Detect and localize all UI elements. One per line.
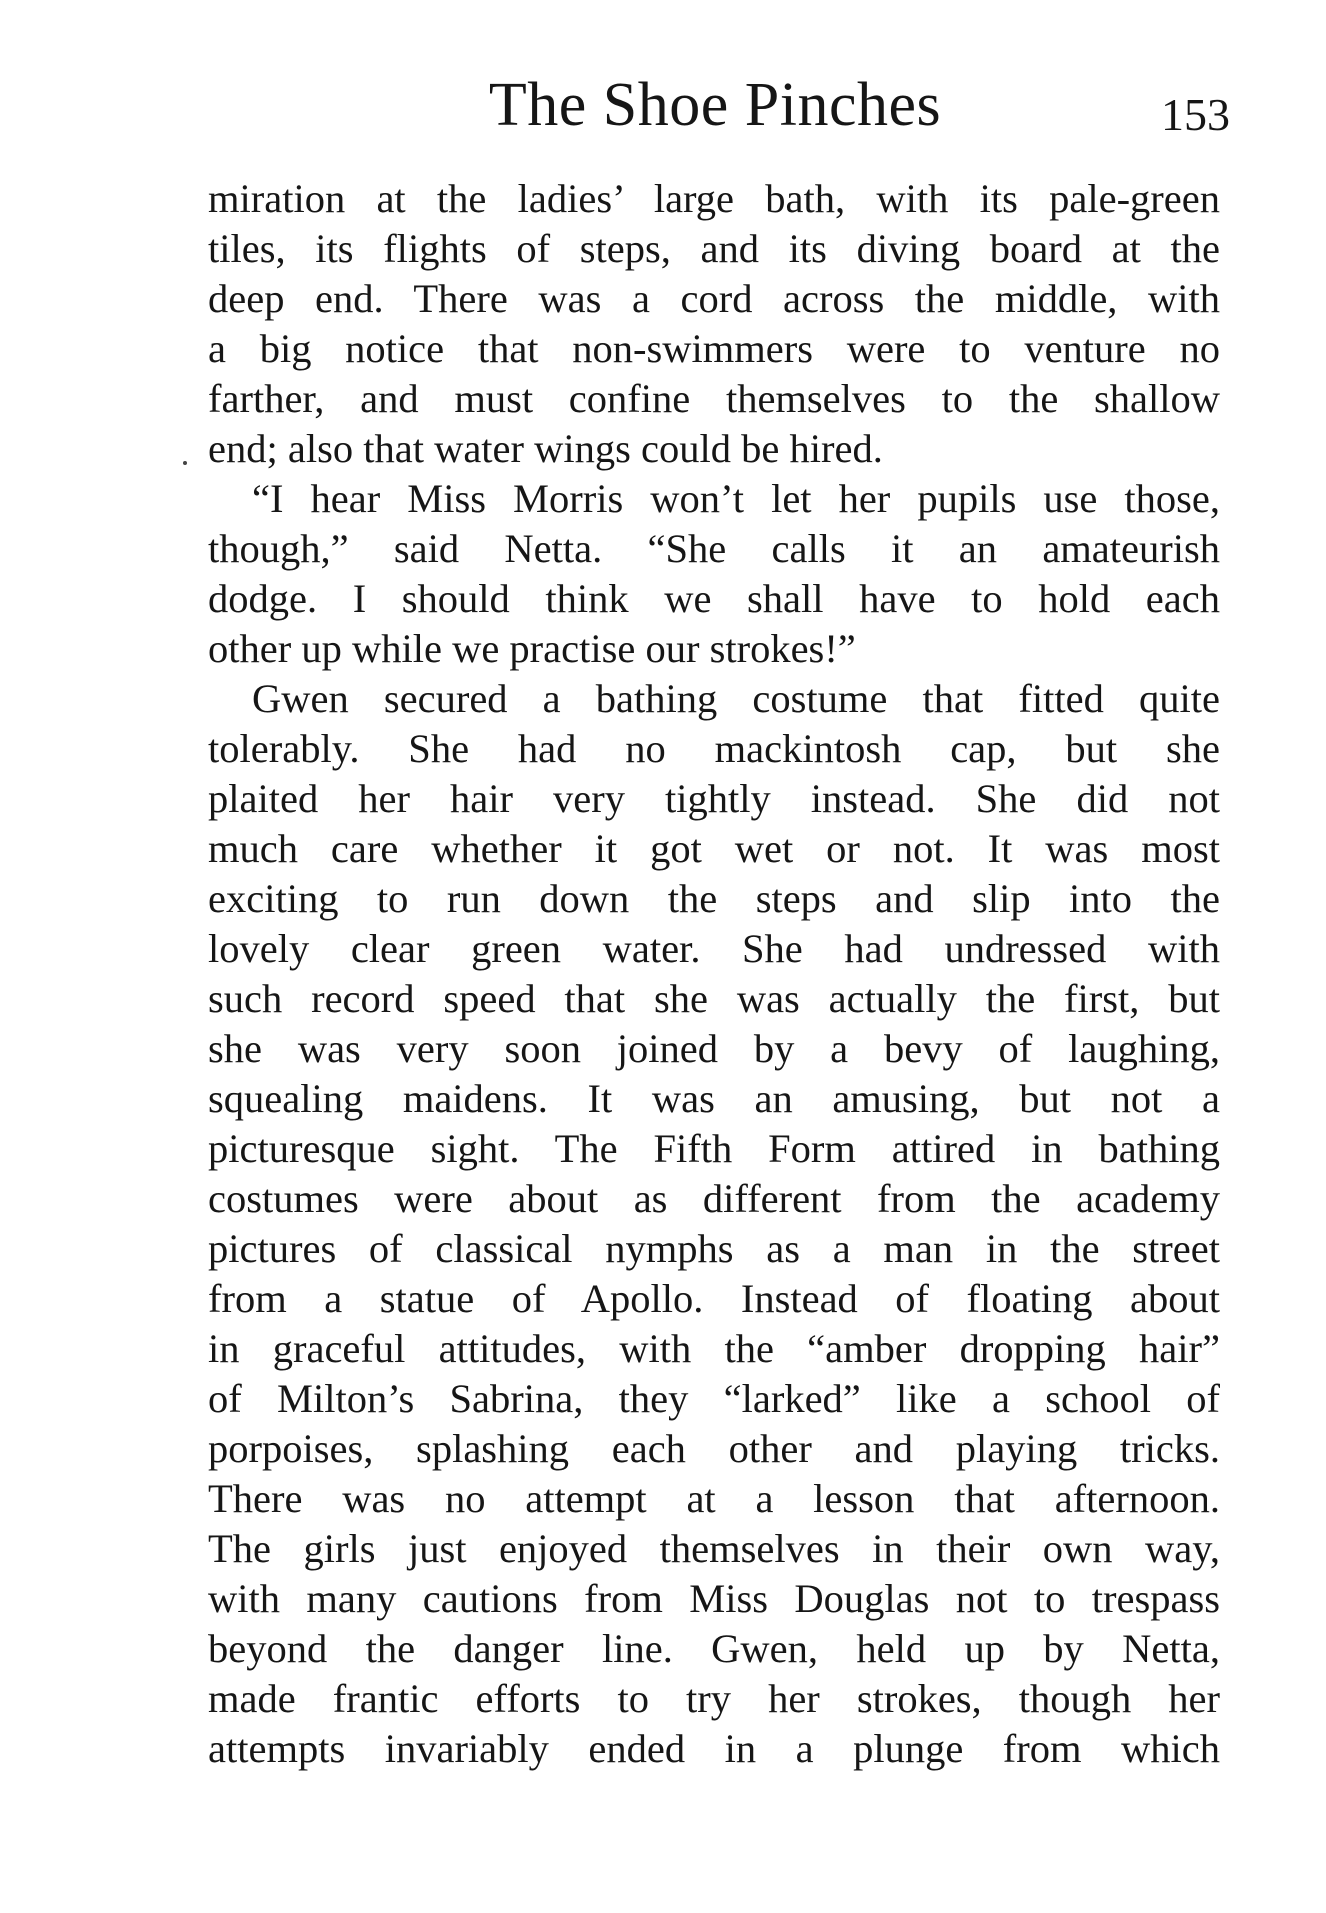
- text-line: squealing maidens. It was an amusing, but not a: [208, 1076, 1220, 1121]
- text-line: The girls just enjoyed themselves in their own way,: [208, 1526, 1220, 1571]
- text-line: such record speed that she was actually the first, but: [208, 976, 1220, 1021]
- text-line: There was no attempt at a lesson that afternoon.: [208, 1476, 1220, 1521]
- text-line: much care whether it got wet or not. It was most: [208, 826, 1220, 871]
- text-line: with many cautions from Miss Douglas not to trespass: [208, 1576, 1220, 1621]
- text-line: picturesque sight. The Fifth Form attired in bathing: [208, 1126, 1220, 1171]
- text-line: farther, and must confine themselves to the shallow: [208, 376, 1220, 421]
- text-line: made frantic efforts to try her strokes, though her: [208, 1676, 1220, 1721]
- text-line: tiles, its flights of steps, and its diving board at the: [208, 226, 1220, 271]
- text-line: though,” said Netta. “She calls it an amateurish: [208, 526, 1220, 571]
- page-title: The Shoe Pinches: [488, 71, 942, 139]
- text-line: costumes were about as different from the academy: [208, 1176, 1220, 1221]
- text-line: attempts invariably ended in a plunge from which: [208, 1726, 1220, 1771]
- text-line: other up while we practise our strokes!”: [208, 626, 856, 671]
- text-line: end; also that water wings could be hired.: [208, 426, 883, 471]
- margin-speck: [183, 461, 187, 465]
- page-number: 153: [1161, 89, 1230, 140]
- text-line: lovely clear green water. She had undressed with: [208, 926, 1220, 971]
- text-line: pictures of classical nymphs as a man in the street: [208, 1226, 1220, 1271]
- text-line: deep end. There was a cord across the middle, with: [208, 276, 1220, 321]
- text-line: exciting to run down the steps and slip into the: [208, 876, 1220, 921]
- text-line: Gwen secured a bathing costume that fitted quite: [252, 676, 1220, 721]
- text-line: beyond the danger line. Gwen, held up by Netta,: [208, 1626, 1220, 1671]
- text-line: miration at the ladies’ large bath, with its pale-green: [208, 176, 1220, 221]
- text-line: of Milton’s Sabrina, they “larked” like a school of: [208, 1376, 1220, 1421]
- text-line: porpoises, splashing each other and playing tricks.: [208, 1426, 1220, 1471]
- running-head: [200, 62, 1230, 152]
- text-line: from a statue of Apollo. Instead of floating about: [208, 1276, 1220, 1321]
- body-text: [208, 174, 1220, 1774]
- text-line: plaited her hair very tightly instead. She did not: [208, 776, 1220, 821]
- text-line: she was very soon joined by a bevy of laughing,: [208, 1026, 1220, 1071]
- text-line: a big notice that non-swimmers were to venture no: [208, 326, 1220, 371]
- text-line: in graceful attitudes, with the “amber dropping hair”: [208, 1326, 1220, 1371]
- text-line: “I hear Miss Morris won’t let her pupils use those,: [252, 476, 1220, 521]
- text-line: dodge. I should think we shall have to hold each: [208, 576, 1220, 621]
- text-line: tolerably. She had no mackintosh cap, but she: [208, 726, 1220, 771]
